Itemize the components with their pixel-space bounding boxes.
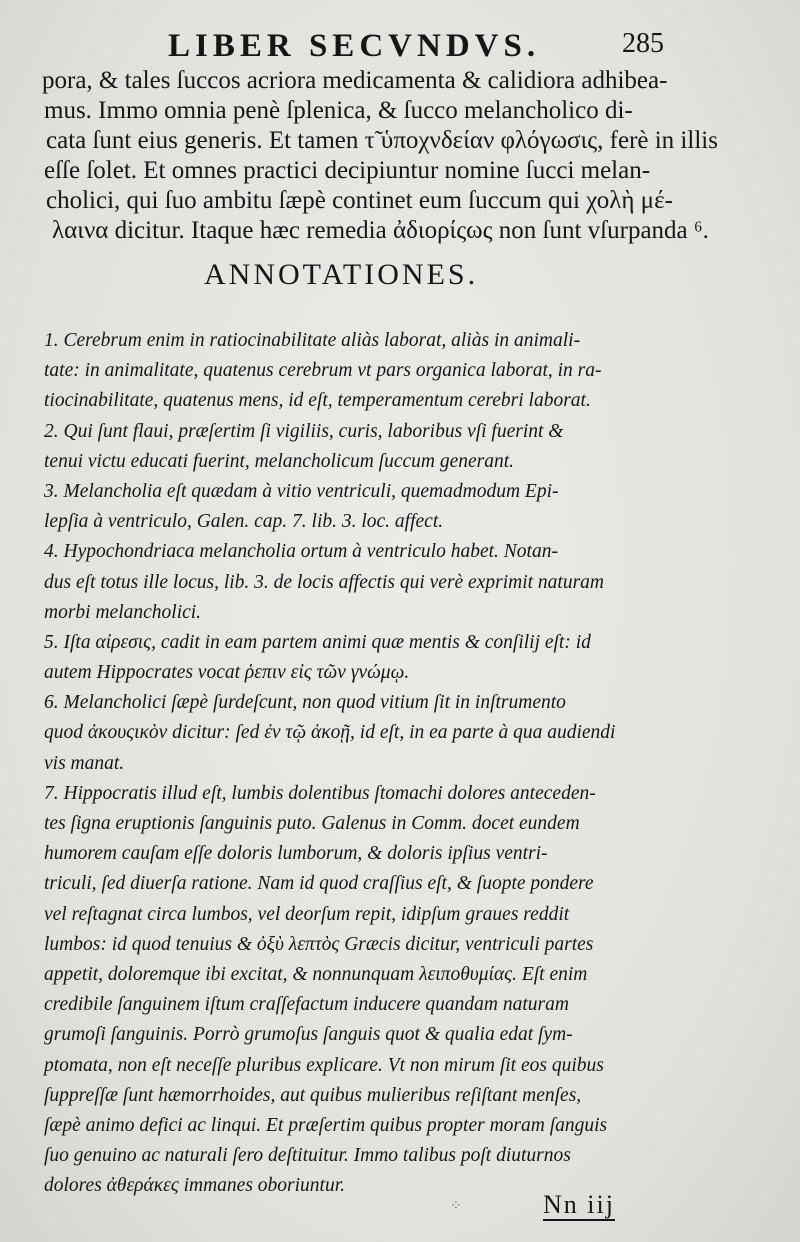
note-line: 6. Melancholici ſæpè ſurdeſcunt, non quod vitium ſit in inſtrumento (44, 692, 566, 714)
note-line: tenui victu educati fuerint, melancholicum ſuccum generant. (44, 450, 515, 472)
note-line: autem Hippocrates vocat ῥεπιν εἰς τῶν γνώμῳ. (44, 662, 410, 684)
note-line: morbi melancholici. (44, 601, 202, 623)
body-line: mus. Immo omnia penè ſplenica, & ſucco melancholico di- (44, 97, 633, 124)
body-text (40, 66, 740, 246)
body-line: eſſe ſolet. Et omnes practici decipiuntur nomine ſucci melan- (44, 157, 651, 184)
body-line: pora, & tales ſuccos acriora medicamenta & calidiora adhibea- (42, 67, 668, 94)
note-line: vel reſtagnat circa lumbos, vel deorſum repit, idipſum graues reddit (44, 903, 570, 925)
note-line: lumbos: id quod tenuius & ὀξὺ λεπτὸς Græcis dicitur, ventriculi partes (44, 933, 594, 955)
note-line: 1. Cerebrum enim in ratiocinabilitate aliàs laborat, aliàs in animali- (44, 330, 581, 351)
note-line: ſuppreſſæ ſunt hæmorrhoides, aut quibus mulieribus reſiſtant menſes, (44, 1084, 582, 1106)
note-line: quod ἀκουςικὸν dicitur: ſed ἐν τῷ ἀκοῇ, id eſt, in ea parte à qua audiendi (44, 722, 616, 744)
note-line: 7. Hippocratis illud eſt, lumbis dolentibus ſtomachi dolores anteceden- (44, 782, 596, 804)
note-line: 5. Iſta αἰρεσις, cadit in eam partem animi quæ mentis & conſilij eſt: id (44, 631, 591, 653)
running-head (0, 28, 800, 68)
body-line: cholici, qui ſuo ambitu ſæpè continet eum ſuccum qui χολὴ μέ- (46, 187, 673, 214)
note-line: dolores ἀθεράκες immanes oboriuntur. (44, 1175, 346, 1197)
note-line: ptomata, non eſt neceſſe pluribus explicare. Vt non mirum ſit eos quibus (44, 1054, 604, 1076)
note-line: 2. Qui ſunt flaui, præſertim ſi vigiliis, curis, laboribus vſi fuerint & (44, 420, 564, 442)
note-line: 4. Hypochondriaca melancholia ortum à ventriculo habet. Notan- (44, 541, 558, 563)
annotations-list (44, 326, 720, 1201)
note-line: humorem cauſam eſſe doloris lumborum, & doloris ipſius ventri- (44, 843, 548, 865)
note-line: credibile ſanguinem iſtum craſſefactum inducere quandam naturam (44, 994, 569, 1016)
page-number: 285 (622, 28, 664, 59)
note-line: ſuo genuino ac naturali ſero deſtituitur. Immo talibus poſt diuturnos (44, 1145, 571, 1167)
note-line: grumoſi ſanguinis. Porrò grumoſus ſanguis quot & qualia edat ſym- (44, 1024, 573, 1046)
body-line: cata ſunt eius generis. Et tamen τ̃ ὑποχνδείαν φλόγωσις, ferè in illis (46, 127, 718, 154)
note-line: lepſia à ventriculo, Galen. cap. 7. lib. 3. loc. affect. (44, 511, 444, 533)
note-line: tes ſigna eruptionis ſanguinis puto. Galenus in Comm. docet eundem (44, 813, 580, 834)
note-line: tiocinabilitate, quatenus mens, id eſt, temperamentum cerebri laborat. (44, 390, 591, 412)
running-title: LIBER SECVNDVS. (168, 28, 541, 64)
note-line: 3. Melancholia eſt quædam à vitio ventriculi, quemadmodum Epi- (44, 480, 559, 502)
note-line: ſæpè animo defici ac linqui. Et præſertim quibus propter moram ſanguis (44, 1114, 608, 1136)
ink-speck: ⁘ (450, 1198, 462, 1214)
body-line: λαινα dicitur. Itaque hæc remedia ἀδιορίςως non ſunt vſurpanda ⁶. (52, 217, 709, 244)
note-line: vis manat. (44, 752, 125, 774)
note-line: triculi, ſed diuerſa ratione. Nam id quod craſſius eſt, & ſuopte pondere (44, 873, 594, 895)
note-line: dus eſt totus ille locus, lib. 3. de locis affectis qui verè exprimit naturam (44, 571, 605, 593)
signature-mark (543, 1190, 615, 1220)
annotations-heading: ANNOTATIONES. (204, 258, 479, 291)
note-line: tate: in animalitate, quatenus cerebrum vt pars organica laborat, in ra- (44, 360, 602, 382)
signature-text: Nn iij (543, 1190, 615, 1219)
note-line: appetit, doloremque ibi excitat, & nonnunquam λειποθυμίας. Eſt enim (44, 963, 588, 985)
